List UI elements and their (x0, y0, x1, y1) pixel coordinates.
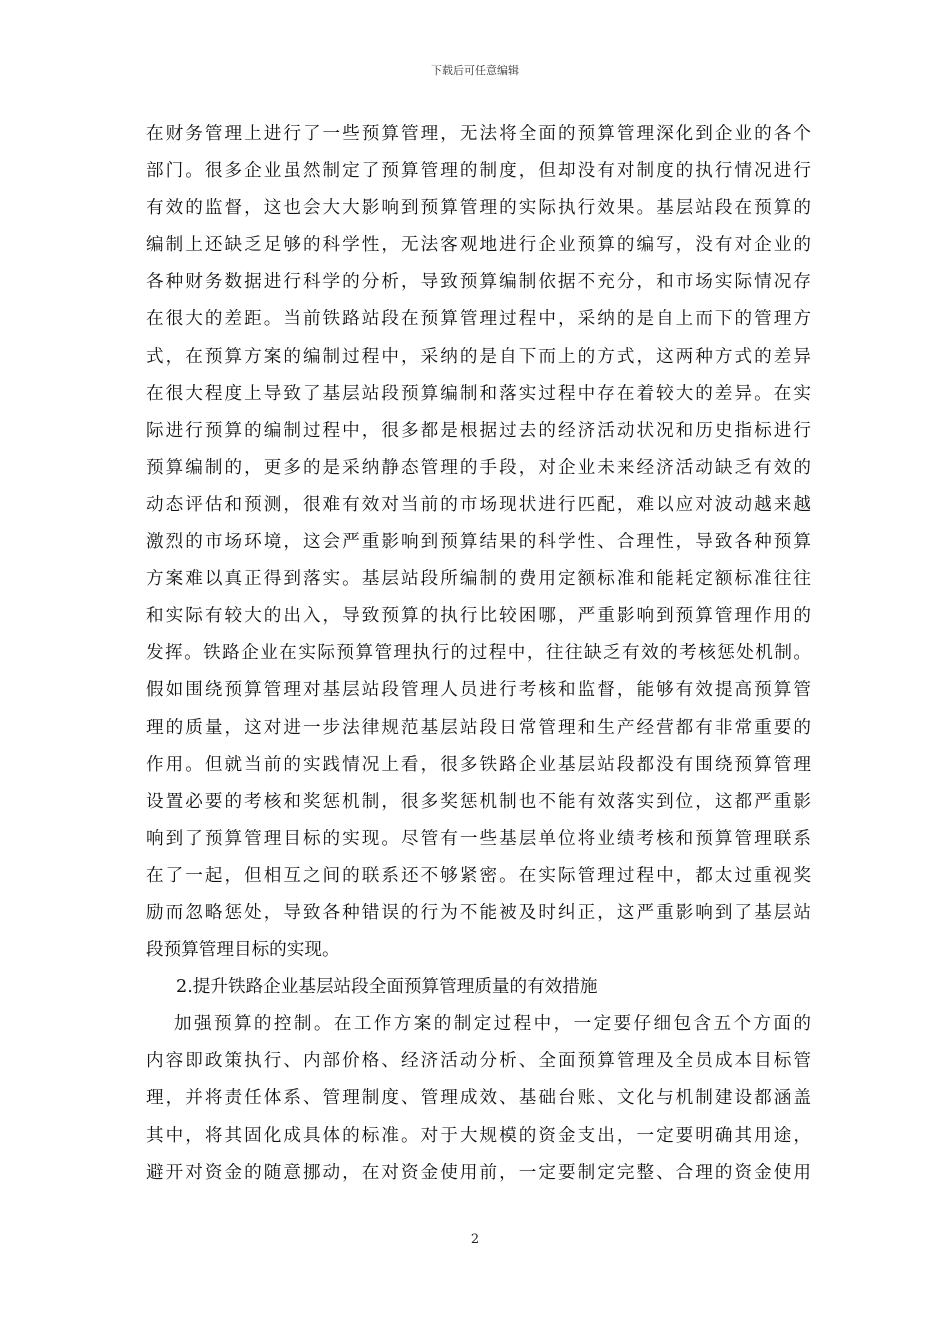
text-line: 内容即政策执行、内部价格、经济活动分析、全面预算管理及全员成本目标管 (146, 1051, 811, 1072)
text-line: 和实际有较大的出入，导致预算的执行比较困哪，严重影响到预算管理作用的 (146, 606, 811, 627)
text-line: 动态评估和预测，很难有效对当前的市场现状进行匹配，难以应对波动越来越 (146, 494, 811, 515)
text-line: 各种财务数据进行科学的分析，导致预算编制依据不充分，和市场实际情况存 (146, 272, 811, 293)
text-line: 方案难以真正得到落实。基层站段所编制的费用定额标准和能耗定额标准往往 (146, 569, 811, 590)
text-line: 在很大的差距。当前铁路站段在预算管理过程中，采纳的是自上而下的管理方 (146, 309, 811, 330)
text-line: 响到了预算管理目标的实现。尽管有一些基层单位将业绩考核和预算管理联系 (146, 828, 811, 849)
text-line: 际进行预算的编制过程中，很多都是根据过去的经济活动状况和历史指标进行 (146, 420, 811, 441)
text-line: 假如围绕预算管理对基层站段管理人员进行考核和监督，能够有效提高预算管 (146, 680, 811, 701)
text-line: 励而忽略惩处，导致各种错误的行为不能被及时纠正，这严重影响到了基层站 (146, 902, 811, 923)
text-line: 设置必要的考核和奖惩机制，很多奖惩机制也不能有效落实到位，这都严重影 (146, 791, 811, 812)
text-line: 避开对资金的随意挪动，在对资金使用前，一定要制定完整、合理的资金使用 (146, 1162, 811, 1183)
text-line: 编制上还缺乏足够的科学性，无法客观地进行企业预算的编写，没有对企业的 (146, 235, 811, 256)
page-header: 下载后可任意编辑 (431, 64, 519, 77)
text-line: 在很大程度上导致了基层站段预算编制和落实过程中存在着较大的差异。在实 (146, 383, 811, 404)
text-line: 段预算管理目标的实现。 (146, 940, 340, 961)
text-line: 发挥。铁路企业在实际预算管理执行的过程中，往往缺乏有效的考核惩处机制。 (146, 643, 811, 664)
text-line: 有效的监督，这也会大大影响到预算管理的实际执行效果。基层站段在预算的 (146, 198, 811, 219)
text-line: 加强预算的控制。在工作方案的制定过程中，一定要仔细包含五个方面的 (174, 1014, 811, 1035)
body-text (146, 116, 811, 1192)
text-line: 理，并将责任体系、管理制度、管理成效、基础台账、文化与机制建设都涵盖 (146, 1088, 811, 1109)
text-line: 在了一起，但相互之间的联系还不够紧密。在实际管理过程中，都太过重视奖 (146, 865, 811, 886)
text-line: 式，在预算方案的编制过程中，采纳的是自下而上的方式，这两种方式的差异 (146, 346, 811, 367)
text-line: 理的质量，这对进一步法律规范基层站段日常管理和生产经营都有非常重要的 (146, 717, 811, 738)
page-number: 2 (470, 1232, 480, 1247)
text-line: 部门。很多企业虽然制定了预算管理的制度，但却没有对制度的执行情况进行 (146, 161, 811, 182)
text-line: 在财务管理上进行了一些预算管理，无法将全面的预算管理深化到企业的各个 (146, 124, 811, 144)
section-heading: 2.提升铁路企业基层站段全面预算管理质量的有效措施 (176, 977, 598, 998)
text-line: 激烈的市场环境，这会严重影响到预算结果的科学性、合理性，导致各种预算 (146, 532, 811, 553)
text-line: 其中，将其固化成具体的标准。对于大规模的资金支出，一定要明确其用途， (146, 1125, 811, 1146)
text-line: 预算编制的，更多的是采纳静态管理的手段，对企业未来经济活动缺乏有效的 (146, 457, 811, 478)
text-line: 作用。但就当前的实践情况上看，很多铁路企业基层站段都没有围绕预算管理 (146, 754, 811, 775)
